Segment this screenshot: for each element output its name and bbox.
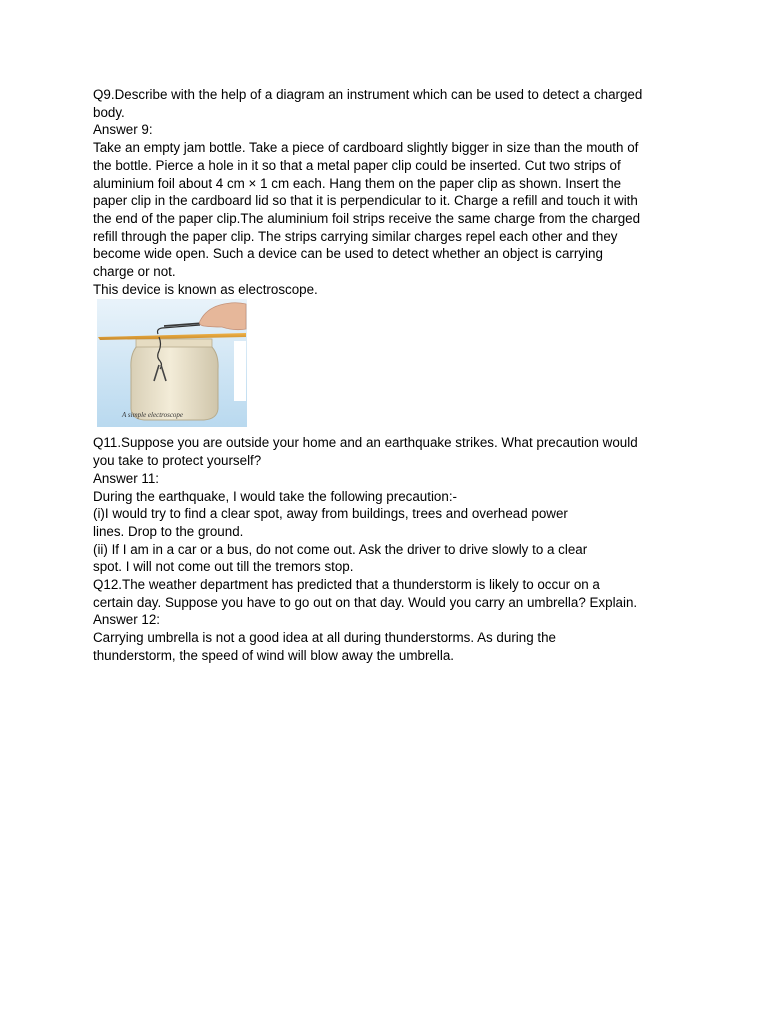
answer-11-text xyxy=(93,488,683,577)
document-page xyxy=(93,86,683,665)
question-9-line: Q9.Describe with the help of a diagram an instrument which can be used to detect a charged xyxy=(93,87,643,102)
answer-9-conclusion: This device is known as electroscope. xyxy=(93,281,318,297)
question-11-line: you take to protect yourself? xyxy=(93,453,262,469)
answer-11-label: Answer 11: xyxy=(93,470,159,486)
answer-9-line: Take an empty jam bottle. Take a piece of cardboard slightly bigger in size than the mouth of xyxy=(93,140,639,156)
answer-9-line: charge or not. xyxy=(93,264,176,280)
answer-11-line: (ii) If I am in a car or a bus, do not come out. Ask the driver to drive slowly to a clear xyxy=(93,541,588,557)
answer-9-line: refill through the paper clip. The strips carrying similar charges repel each other and they xyxy=(93,228,618,244)
answer-9-line: the bottle. Pierce a hole in it so that a metal paper clip could be inserted. Cut two strips of xyxy=(93,157,621,173)
question-12 xyxy=(93,576,683,611)
figure-caption: A simple electroscope xyxy=(122,411,184,420)
electroscope-figure xyxy=(96,299,256,427)
answer-9-line: the end of the paper clip.The aluminium foil strips receive the same charge from the charged xyxy=(93,210,641,226)
answer-12-line: thunderstorm, the speed of wind will blow away the umbrella. xyxy=(93,647,454,663)
answer-9-line: become wide open. Such a device can be used to detect whether an object is carrying xyxy=(93,246,603,262)
question-11 xyxy=(93,434,683,469)
answer-11-line: spot. I will not come out till the tremors stop. xyxy=(93,559,354,575)
question-12-line: Q12.The weather department has predicted that a thunderstorm is likely to occur on a xyxy=(93,577,600,593)
answer-12-line: Carrying umbrella is not a good idea at all during thunderstorms. As during the xyxy=(93,630,556,646)
answer-12-label: Answer 12: xyxy=(93,612,160,628)
question-11-line: Q11.Suppose you are outside your home and an earthquake strikes. What precaution would xyxy=(93,435,638,451)
question-9 xyxy=(93,86,683,121)
answer-9-line: aluminium foil about 4 cm × 1 cm each. Hang them on the paper clip as shown. Insert the xyxy=(93,175,622,191)
answer-12-text xyxy=(93,629,683,664)
question-12-line: certain day. Suppose you have to go out on that day. Would you carry an umbrella? Explain. xyxy=(93,594,638,610)
answer-11-line: lines. Drop to the ground. xyxy=(93,523,244,539)
answer-9-text xyxy=(93,139,683,281)
question-9-line: body. xyxy=(93,104,125,120)
answer-11-line: During the earthquake, I would take the following precaution:- xyxy=(93,488,457,504)
answer-9-label: Answer 9: xyxy=(93,122,153,138)
electroscope-illustration xyxy=(96,299,256,427)
answer-9-line: paper clip in the cardboard lid so that it is perpendicular to it. Charge a refill and touch it with xyxy=(93,193,638,209)
answer-11-line: (i)I would try to find a clear spot, away from buildings, trees and overhead power xyxy=(93,506,568,522)
